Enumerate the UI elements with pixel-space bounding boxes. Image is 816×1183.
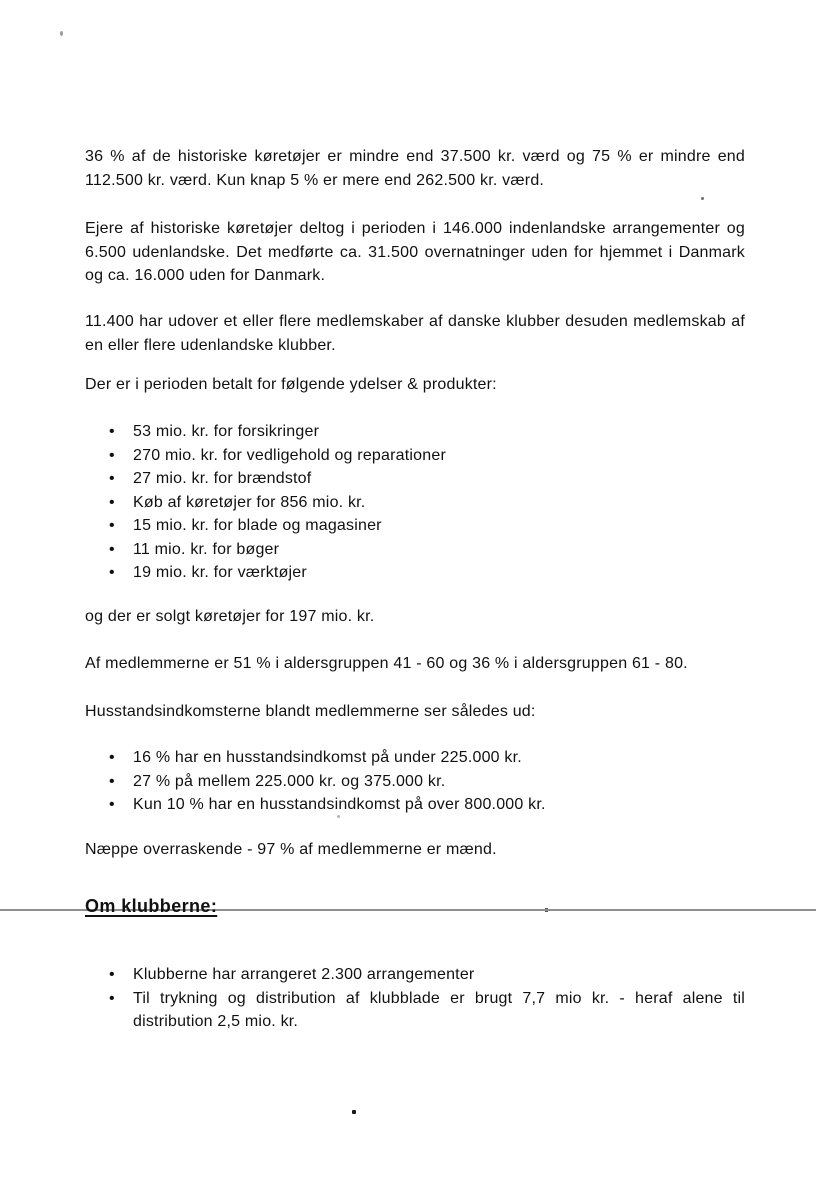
- list-item: [85, 467, 745, 491]
- paragraph-gender: Næppe overraskende - 97 % af medlemmerne er mænd.: [85, 841, 497, 858]
- list-item: [85, 561, 745, 585]
- products-list: [85, 420, 745, 585]
- paragraph-club-memberships: 11.400 har udover et eller flere medlemskaber af danske klubber desuden medlemskab af en eller flere udenlandske klubber.: [85, 313, 745, 354]
- paragraph-events-participation: Ejere af historiske køretøjer deltog i perioden i 146.000 indenlandske arrangementer og 6.500 udenlandske. Det medførte ca. 31.500 overnatninger uden for hjemmet i Danmark og ca. 16.000 uden for Danmark.: [85, 220, 745, 284]
- paragraph-age-groups: Af medlemmerne er 51 % i aldersgruppen 41 - 60 og 36 % i aldersgruppen 61 - 80.: [85, 655, 688, 672]
- bullet-icon: •: [109, 446, 115, 464]
- scan-speck: [352, 1110, 356, 1114]
- bullet-icon: •: [109, 564, 115, 581]
- bullet-icon: •: [109, 989, 115, 1007]
- clubs-list: [85, 963, 745, 1034]
- bullet-icon: •: [109, 493, 115, 511]
- list-item-text: 19 mio. kr. for værktøjer: [133, 564, 307, 581]
- list-item-text: 53 mio. kr. for forsikringer: [133, 423, 320, 440]
- list-item-text: Kun 10 % har en husstandsindkomst på over 800.000 kr.: [133, 796, 546, 813]
- list-item: [85, 793, 745, 817]
- list-item-text: 16 % har en husstandsindkomst på under 225.000 kr.: [133, 749, 522, 766]
- list-item: [85, 746, 745, 770]
- list-item-text: 27 % på mellem 225.000 kr. og 375.000 kr.: [133, 772, 446, 790]
- list-item-text: 27 mio. kr. for brændstof: [133, 470, 312, 487]
- list-item-text: 11 mio. kr. for bøger: [133, 540, 280, 558]
- bullet-icon: •: [109, 470, 115, 487]
- paragraph-vehicles-sold: og der er solgt køretøjer for 197 mio. kr.: [85, 608, 375, 625]
- list-item-text: Køb af køretøjer for 856 mio. kr.: [133, 493, 366, 511]
- list-item: [85, 444, 745, 468]
- bullet-icon: •: [109, 517, 115, 534]
- list-item-text: Klubberne har arrangeret 2.300 arrangementer: [133, 966, 475, 983]
- list-item-text: 15 mio. kr. for blade og magasiner: [133, 517, 382, 534]
- bullet-icon: •: [109, 540, 115, 558]
- bullet-icon: •: [109, 796, 115, 813]
- list-item: [85, 420, 745, 444]
- list-item: [85, 538, 745, 562]
- list-item: [85, 770, 745, 794]
- bullet-icon: •: [109, 966, 115, 983]
- list-item-text: 270 mio. kr. for vedligehold og reparationer: [133, 446, 446, 464]
- list-item: [85, 514, 745, 538]
- paragraph-income-intro: Husstandsindkomsterne blandt medlemmerne ser således ud:: [85, 703, 536, 720]
- list-item-text: Til trykning og distribution af klubblade er brugt 7,7 mio kr. - heraf alene til distribution 2,5 mio. kr.: [133, 989, 745, 1030]
- scan-speck: [701, 197, 704, 200]
- list-item: [85, 963, 745, 987]
- paragraph-payments-intro: Der er i perioden betalt for følgende ydelser & produkter:: [85, 376, 497, 393]
- paragraph-vehicle-values: 36 % af de historiske køretøjer er mindre end 37.500 kr. værd og 75 % er mindre end 112.500 kr. værd. Kun knap 5 % er mere end 262.500 kr. værd.: [85, 148, 745, 189]
- scan-speck: [60, 31, 63, 36]
- bullet-icon: •: [109, 749, 115, 766]
- bullet-icon: •: [109, 772, 115, 790]
- income-list: [85, 746, 745, 817]
- bullet-icon: •: [109, 423, 115, 440]
- list-item: [85, 491, 745, 515]
- section-heading-clubs: Om klubberne:: [85, 896, 218, 916]
- list-item: [85, 987, 745, 1034]
